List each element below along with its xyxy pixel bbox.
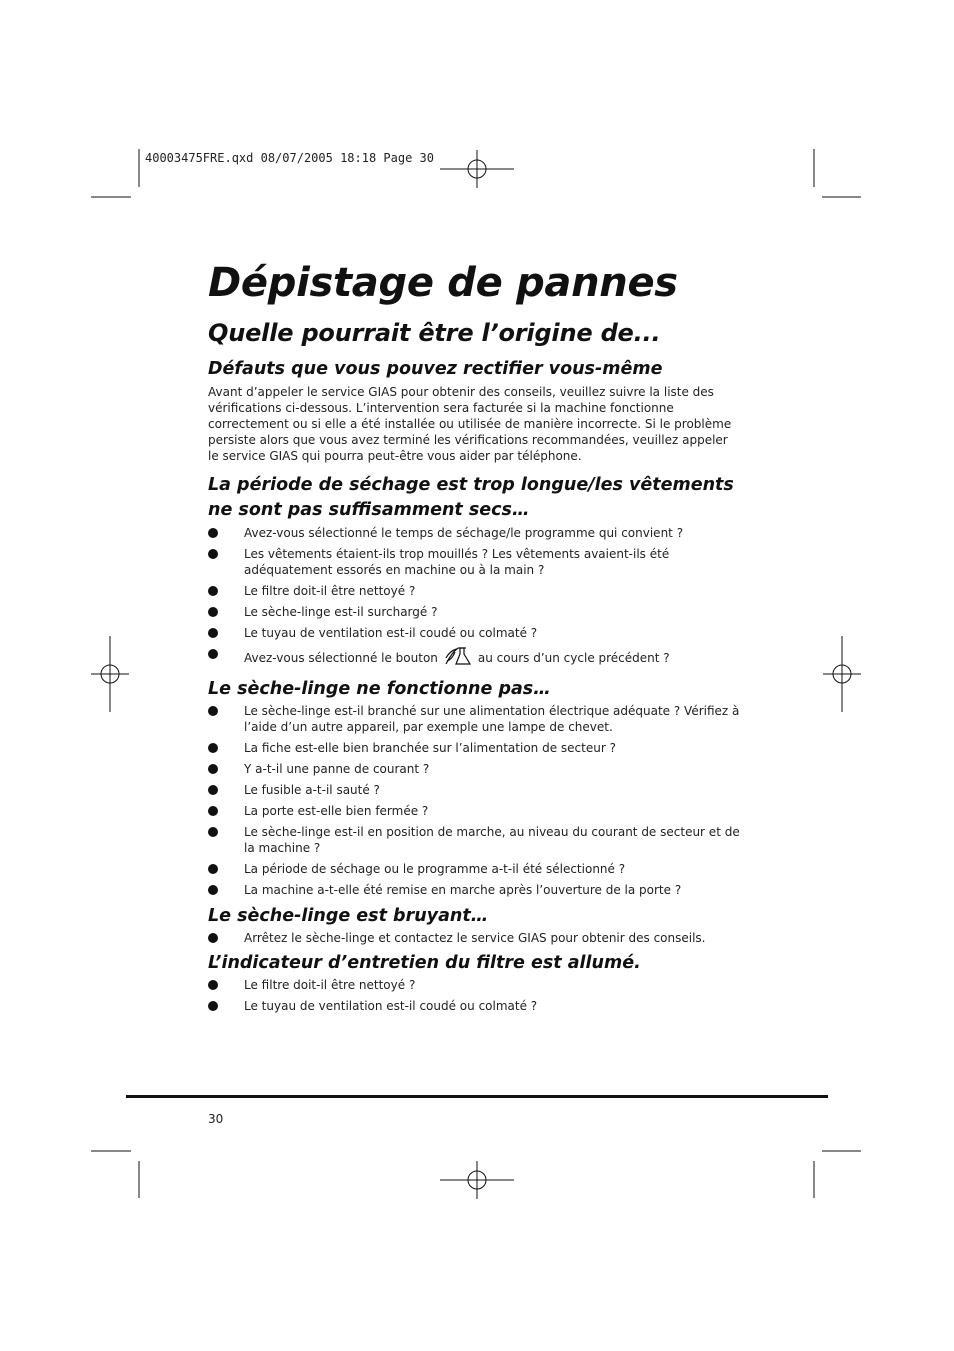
- bullet-icon: [208, 628, 218, 638]
- list-item: Y a-t-il une panne de courant ?: [208, 761, 748, 777]
- page-title: Dépistage de pannes: [208, 260, 678, 306]
- bullet-icon: [208, 549, 218, 559]
- section-heading-drying: La période de séchage est trop longue/les vêtements ne sont pas suffisamment secs…: [208, 475, 734, 520]
- list-item: Le tuyau de ventilation est-il coudé ou colmaté ?: [208, 998, 748, 1014]
- list-item: Arrêtez le sèche-linge et contactez le service GIAS pour obtenir des conseils.: [208, 930, 748, 946]
- list-item: Avez-vous sélectionné le temps de séchage/le programme qui convient ?: [208, 525, 748, 541]
- bullet-icon: [208, 586, 218, 596]
- bullet-icon: [208, 806, 218, 816]
- bullet-icon: [208, 649, 218, 659]
- section-heading-not-working: Le sèche-linge ne fonctionne pas…: [208, 679, 551, 699]
- list-item: Le sèche-linge est-il en position de marche, au niveau du courant de secteur et de la machine ?: [208, 824, 748, 856]
- footer-rule: [126, 1095, 828, 1098]
- bullet-icon: [208, 743, 218, 753]
- bullet-icon: [208, 885, 218, 895]
- section-heading-intro: Défauts que vous pouvez rectifier vous-même: [208, 359, 663, 379]
- list-item: La période de séchage ou le programme a-t-il été sélectionné ?: [208, 861, 748, 877]
- intro-paragraph: Avant d’appeler le service GIAS pour obtenir des conseils, veuillez suivre la liste des vérifications ci-dessous. L’intervention sera facturée si la machine fonctionne correctement ou si elle a été installée ou utilisée de manière incorrecte. Si le problème persiste alors que vous avez terminé les vérifications recommandées, veuillez appeler le service GIAS qui pourra peut-être vous aider par téléphone.: [208, 385, 732, 463]
- list-item: Le tuyau de ventilation est-il coudé ou colmaté ?: [208, 625, 748, 641]
- bullet-icon: [208, 607, 218, 617]
- page-number: 30: [208, 1112, 224, 1126]
- page-content: [208, 255, 748, 1019]
- bullet-icon: [208, 528, 218, 538]
- bullet-icon: [208, 706, 218, 716]
- list-item: La porte est-elle bien fermée ?: [208, 803, 748, 819]
- delicate-fabric-button-icon: [444, 646, 472, 670]
- list-item: Le filtre doit-il être nettoyé ?: [208, 583, 748, 599]
- bullet-icon: [208, 764, 218, 774]
- bullet-icon: [208, 1001, 218, 1011]
- list-item: Le sèche-linge est-il surchargé ?: [208, 604, 748, 620]
- bullet-icon: [208, 933, 218, 943]
- file-slug: 40003475FRE.qxd 08/07/2005 18:18 Page 30: [145, 151, 434, 165]
- filter-checklist: [208, 977, 748, 1014]
- bullet-icon: [208, 785, 218, 795]
- list-item: Le sèche-linge est-il branché sur une alimentation électrique adéquate ? Vérifiez à l’aide d’un autre appareil, par exemple une lampe de chevet.: [208, 703, 748, 735]
- list-item: Les vêtements étaient-ils trop mouillés ? Les vêtements avaient-ils été adéquatement essorés en machine ou à la main ?: [208, 546, 748, 578]
- page-subtitle: Quelle pourrait être l’origine de...: [208, 319, 661, 347]
- section-heading-noisy: Le sèche-linge est bruyant…: [208, 906, 489, 926]
- bullet-icon: [208, 827, 218, 837]
- noisy-checklist: [208, 930, 748, 946]
- list-item: Le filtre doit-il être nettoyé ?: [208, 977, 748, 993]
- list-item: La machine a-t-elle été remise en marche après l’ouverture de la porte ?: [208, 882, 748, 898]
- drying-checklist: [208, 525, 748, 670]
- list-item: Le fusible a-t-il sauté ?: [208, 782, 748, 798]
- list-item: Avez-vous sélectionné le bouton au cours d’un cycle précédent ?: [208, 646, 748, 670]
- bullet-icon: [208, 864, 218, 874]
- not-working-checklist: [208, 703, 748, 898]
- bullet-icon: [208, 980, 218, 990]
- section-heading-filter: L’indicateur d’entretien du filtre est allumé.: [208, 953, 641, 973]
- list-item: La fiche est-elle bien branchée sur l’alimentation de secteur ?: [208, 740, 748, 756]
